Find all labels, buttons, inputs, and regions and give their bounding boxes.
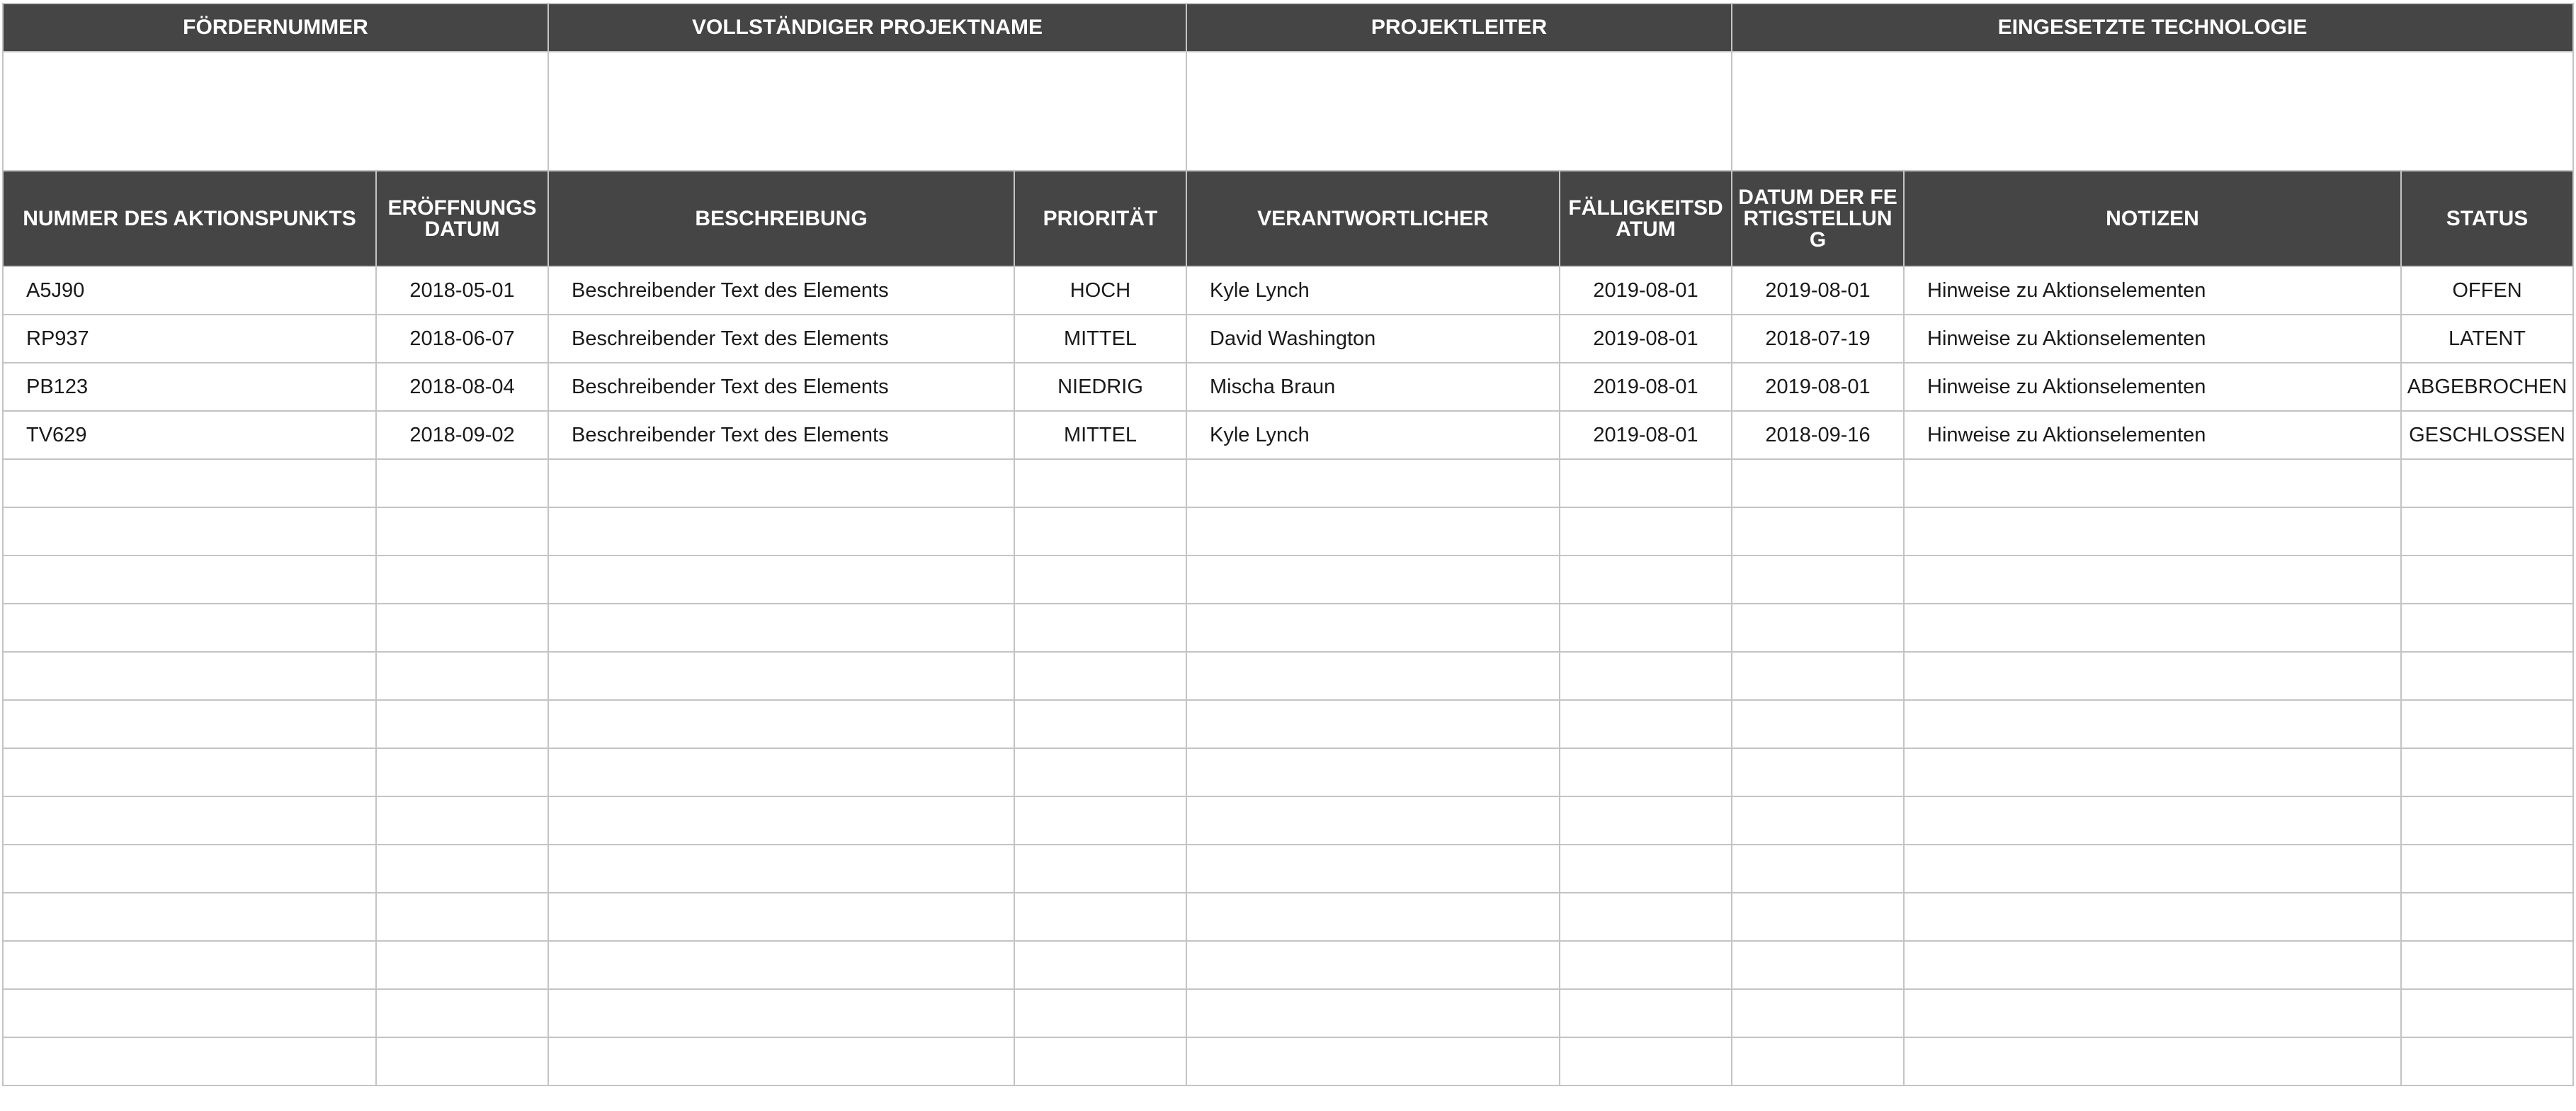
priority-cell[interactable] <box>1014 1037 1186 1085</box>
action-id-cell[interactable]: RP937 <box>3 315 376 363</box>
description-cell[interactable]: Beschreibender Text des Elements <box>548 315 1014 363</box>
priority-cell[interactable] <box>1014 652 1186 700</box>
action-id-cell[interactable] <box>3 796 376 845</box>
action-item-sheet <box>2 3 2574 1086</box>
col-header-open-date: ERÖFFNUNGS DATUM <box>376 171 548 266</box>
completion-date-cell[interactable] <box>1732 604 1904 652</box>
due-date-cell[interactable] <box>1560 796 1732 845</box>
completion-date-cell[interactable] <box>1732 1037 1904 1085</box>
status-cell[interactable] <box>2401 796 2573 845</box>
empty-row <box>3 1037 2573 1085</box>
project-lead-cell[interactable] <box>1186 52 1732 171</box>
priority-cell[interactable]: MITTEL <box>1014 411 1186 459</box>
due-date-cell[interactable] <box>1560 700 1732 748</box>
notes-cell[interactable] <box>1904 893 2401 941</box>
notes-cell[interactable]: Hinweise zu Aktionselementen <box>1904 315 2401 363</box>
due-date-cell[interactable] <box>1560 1037 1732 1085</box>
completion-date-cell[interactable]: 2018-09-16 <box>1732 411 1904 459</box>
empty-row <box>3 941 2573 989</box>
status-cell[interactable] <box>2401 459 2573 507</box>
description-cell[interactable] <box>548 845 1014 893</box>
owner-cell[interactable]: Mischa Braun <box>1186 363 1560 411</box>
priority-cell[interactable] <box>1014 700 1186 748</box>
notes-cell[interactable] <box>1904 845 2401 893</box>
action-id-cell[interactable] <box>3 507 376 556</box>
notes-cell[interactable] <box>1904 652 2401 700</box>
action-id-cell[interactable] <box>3 556 376 604</box>
project-header-row <box>3 4 2573 52</box>
empty-row <box>3 748 2573 796</box>
owner-cell[interactable] <box>1186 556 1560 604</box>
notes-cell[interactable] <box>1904 941 2401 989</box>
due-date-cell[interactable] <box>1560 845 1732 893</box>
priority-cell[interactable] <box>1014 459 1186 507</box>
technology-cell[interactable] <box>1732 52 2573 171</box>
due-date-cell[interactable] <box>1560 748 1732 796</box>
completion-date-cell[interactable] <box>1732 941 1904 989</box>
completion-date-cell[interactable] <box>1732 796 1904 845</box>
open-date-cell[interactable] <box>376 893 548 941</box>
empty-row <box>3 989 2573 1037</box>
action-id-cell[interactable] <box>3 845 376 893</box>
owner-cell[interactable]: Kyle Lynch <box>1186 411 1560 459</box>
completion-date-cell[interactable] <box>1732 507 1904 556</box>
owner-cell[interactable] <box>1186 845 1560 893</box>
description-cell[interactable]: Beschreibender Text des Elements <box>548 363 1014 411</box>
status-cell[interactable] <box>2401 700 2573 748</box>
open-date-cell[interactable] <box>376 604 548 652</box>
due-date-cell[interactable] <box>1560 941 1732 989</box>
description-cell[interactable] <box>548 652 1014 700</box>
table-row <box>3 266 2573 315</box>
priority-cell[interactable]: NIEDRIG <box>1014 363 1186 411</box>
open-date-cell[interactable] <box>376 796 548 845</box>
due-date-cell[interactable] <box>1560 893 1732 941</box>
priority-cell[interactable] <box>1014 893 1186 941</box>
description-cell[interactable] <box>548 604 1014 652</box>
owner-cell[interactable] <box>1186 748 1560 796</box>
project-name-header: VOLLSTÄNDIGER PROJEKTNAME <box>548 4 1186 52</box>
empty-row <box>3 796 2573 845</box>
completion-date-cell[interactable] <box>1732 652 1904 700</box>
open-date-cell[interactable] <box>376 748 548 796</box>
notes-cell[interactable] <box>1904 556 2401 604</box>
completion-date-cell[interactable]: 2019-08-01 <box>1732 363 1904 411</box>
due-date-cell[interactable]: 2019-08-01 <box>1560 363 1732 411</box>
status-cell[interactable]: ABGEBROCHEN <box>2401 363 2573 411</box>
status-cell[interactable] <box>2401 941 2573 989</box>
description-cell[interactable] <box>548 748 1014 796</box>
open-date-cell[interactable]: 2018-05-01 <box>376 266 548 315</box>
description-cell[interactable] <box>548 459 1014 507</box>
empty-row <box>3 507 2573 556</box>
due-date-cell[interactable]: 2019-08-01 <box>1560 315 1732 363</box>
notes-cell[interactable] <box>1904 604 2401 652</box>
completion-date-cell[interactable] <box>1732 556 1904 604</box>
owner-cell[interactable] <box>1186 652 1560 700</box>
description-cell[interactable] <box>548 941 1014 989</box>
status-cell[interactable] <box>2401 507 2573 556</box>
col-header-description: BESCHREIBUNG <box>548 171 1014 266</box>
priority-cell[interactable] <box>1014 507 1186 556</box>
notes-cell[interactable]: Hinweise zu Aktionselementen <box>1904 411 2401 459</box>
action-id-cell[interactable] <box>3 604 376 652</box>
owner-cell[interactable] <box>1186 989 1560 1037</box>
action-id-cell[interactable] <box>3 989 376 1037</box>
completion-date-cell[interactable]: 2018-07-19 <box>1732 315 1904 363</box>
completion-date-cell[interactable] <box>1732 700 1904 748</box>
description-cell[interactable] <box>548 989 1014 1037</box>
grant-number-cell[interactable] <box>3 52 548 171</box>
due-date-cell[interactable]: 2019-08-01 <box>1560 266 1732 315</box>
project-name-cell[interactable] <box>548 52 1186 171</box>
completion-date-cell[interactable] <box>1732 748 1904 796</box>
status-cell[interactable] <box>2401 652 2573 700</box>
open-date-cell[interactable] <box>376 652 548 700</box>
action-item-table <box>2 3 2574 1086</box>
technology-header: EINGESETZTE TECHNOLOGIE <box>1732 4 2573 52</box>
due-date-cell[interactable] <box>1560 604 1732 652</box>
priority-cell[interactable] <box>1014 989 1186 1037</box>
project-lead-header: PROJEKTLEITER <box>1186 4 1732 52</box>
col-header-notes: NOTIZEN <box>1904 171 2401 266</box>
due-date-cell[interactable] <box>1560 652 1732 700</box>
empty-row <box>3 459 2573 507</box>
owner-cell[interactable] <box>1186 604 1560 652</box>
notes-cell[interactable] <box>1904 989 2401 1037</box>
open-date-cell[interactable]: 2018-09-02 <box>376 411 548 459</box>
description-cell[interactable] <box>548 796 1014 845</box>
col-header-owner: VERANTWORTLICHER <box>1186 171 1560 266</box>
project-info-row <box>3 52 2573 171</box>
empty-row <box>3 556 2573 604</box>
open-date-cell[interactable] <box>376 845 548 893</box>
open-date-cell[interactable] <box>376 1037 548 1085</box>
action-id-cell[interactable]: TV629 <box>3 411 376 459</box>
notes-cell[interactable] <box>1904 700 2401 748</box>
owner-cell[interactable] <box>1186 1037 1560 1085</box>
description-cell[interactable]: Beschreibender Text des Elements <box>548 266 1014 315</box>
owner-cell[interactable] <box>1186 796 1560 845</box>
notes-cell[interactable] <box>1904 507 2401 556</box>
description-cell[interactable]: Beschreibender Text des Elements <box>548 411 1014 459</box>
action-id-cell[interactable] <box>3 941 376 989</box>
owner-cell[interactable] <box>1186 459 1560 507</box>
completion-date-cell[interactable] <box>1732 459 1904 507</box>
open-date-cell[interactable] <box>376 507 548 556</box>
description-cell[interactable] <box>548 1037 1014 1085</box>
open-date-cell[interactable] <box>376 941 548 989</box>
due-date-cell[interactable] <box>1560 989 1732 1037</box>
notes-cell[interactable] <box>1904 748 2401 796</box>
priority-cell[interactable] <box>1014 604 1186 652</box>
due-date-cell[interactable] <box>1560 556 1732 604</box>
completion-date-cell[interactable] <box>1732 845 1904 893</box>
col-header-due-date: FÄLLIGKEITSDATUM <box>1560 171 1732 266</box>
status-cell[interactable] <box>2401 556 2573 604</box>
open-date-cell[interactable] <box>376 459 548 507</box>
action-id-cell[interactable] <box>3 748 376 796</box>
col-header-completion-date: DATUM DER FERTIGSTELLUNG <box>1732 171 1904 266</box>
due-date-cell[interactable] <box>1560 507 1732 556</box>
col-header-status: STATUS <box>2401 171 2573 266</box>
col-header-priority: PRIORITÄT <box>1014 171 1186 266</box>
priority-cell[interactable] <box>1014 845 1186 893</box>
action-id-cell[interactable]: A5J90 <box>3 266 376 315</box>
action-id-cell[interactable] <box>3 700 376 748</box>
action-id-cell[interactable]: PB123 <box>3 363 376 411</box>
status-cell[interactable] <box>2401 604 2573 652</box>
open-date-cell[interactable] <box>376 556 548 604</box>
owner-cell[interactable] <box>1186 893 1560 941</box>
status-cell[interactable] <box>2401 845 2573 893</box>
status-cell[interactable] <box>2401 893 2573 941</box>
status-cell[interactable]: GESCHLOSSEN <box>2401 411 2573 459</box>
owner-cell[interactable] <box>1186 941 1560 989</box>
empty-row <box>3 845 2573 893</box>
priority-cell[interactable] <box>1014 796 1186 845</box>
empty-row <box>3 652 2573 700</box>
table-row <box>3 315 2573 363</box>
table-row <box>3 363 2573 411</box>
action-id-cell[interactable] <box>3 893 376 941</box>
empty-row <box>3 604 2573 652</box>
owner-cell[interactable] <box>1186 507 1560 556</box>
open-date-cell[interactable] <box>376 700 548 748</box>
completion-date-cell[interactable] <box>1732 893 1904 941</box>
due-date-cell[interactable]: 2019-08-01 <box>1560 411 1732 459</box>
table-row <box>3 411 2573 459</box>
description-cell[interactable] <box>548 893 1014 941</box>
status-cell[interactable] <box>2401 748 2573 796</box>
priority-cell[interactable]: MITTEL <box>1014 315 1186 363</box>
status-cell[interactable] <box>2401 1037 2573 1085</box>
description-cell[interactable] <box>548 700 1014 748</box>
notes-cell[interactable] <box>1904 1037 2401 1085</box>
column-header-row <box>3 171 2573 266</box>
empty-row <box>3 893 2573 941</box>
open-date-cell[interactable] <box>376 989 548 1037</box>
owner-cell[interactable]: Kyle Lynch <box>1186 266 1560 315</box>
description-cell[interactable] <box>548 507 1014 556</box>
action-id-cell[interactable] <box>3 1037 376 1085</box>
due-date-cell[interactable] <box>1560 459 1732 507</box>
open-date-cell[interactable]: 2018-06-07 <box>376 315 548 363</box>
open-date-cell[interactable]: 2018-08-04 <box>376 363 548 411</box>
notes-cell[interactable] <box>1904 796 2401 845</box>
col-header-action-id: NUMMER DES AKTIONSPUNKTS <box>3 171 376 266</box>
owner-cell[interactable]: David Washington <box>1186 315 1560 363</box>
owner-cell[interactable] <box>1186 700 1560 748</box>
description-cell[interactable] <box>548 556 1014 604</box>
grant-number-header: FÖRDERNUMMER <box>3 4 548 52</box>
priority-cell[interactable] <box>1014 748 1186 796</box>
priority-cell[interactable] <box>1014 941 1186 989</box>
priority-cell[interactable] <box>1014 556 1186 604</box>
status-cell[interactable]: OFFEN <box>2401 266 2573 315</box>
notes-cell[interactable] <box>1904 459 2401 507</box>
action-id-cell[interactable] <box>3 652 376 700</box>
notes-cell[interactable]: Hinweise zu Aktionselementen <box>1904 363 2401 411</box>
status-cell[interactable] <box>2401 989 2573 1037</box>
completion-date-cell[interactable] <box>1732 989 1904 1037</box>
empty-row <box>3 700 2573 748</box>
completion-date-cell[interactable]: 2019-08-01 <box>1732 266 1904 315</box>
status-cell[interactable]: LATENT <box>2401 315 2573 363</box>
notes-cell[interactable]: Hinweise zu Aktionselementen <box>1904 266 2401 315</box>
priority-cell[interactable]: HOCH <box>1014 266 1186 315</box>
action-id-cell[interactable] <box>3 459 376 507</box>
